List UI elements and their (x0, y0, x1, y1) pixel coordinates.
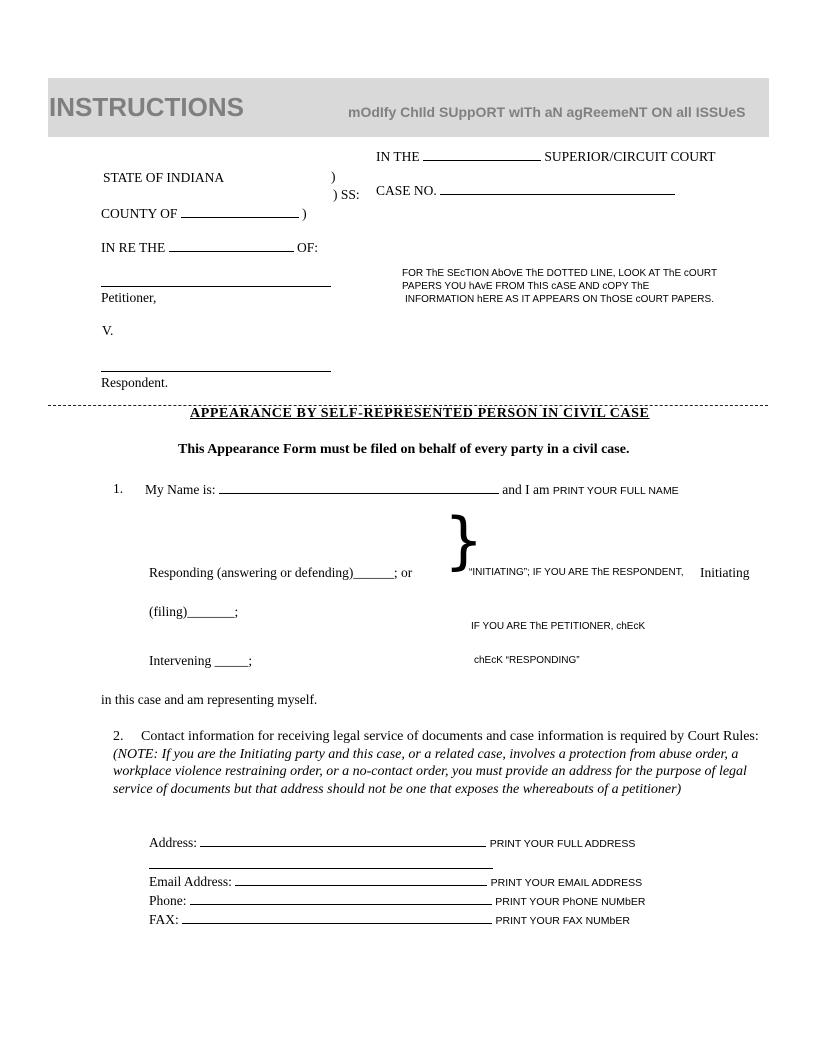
fax-label: FAX: (149, 912, 179, 927)
email-hint: PRINT YOUR EMAIL ADDRESS (490, 877, 643, 889)
address-blank[interactable] (200, 834, 486, 847)
petitioner-name-line[interactable] (101, 286, 331, 287)
court-type-label: SUPERIOR/CIRCUIT COURT (544, 149, 716, 164)
petitioner-check-note: IF YOU ARE ThE PETITIONER, chEcK (471, 621, 646, 632)
and-i-am-label: and I am (502, 482, 550, 497)
email-line (149, 873, 642, 890)
address-label: Address: (149, 835, 197, 850)
respondent-label: Respondent. (101, 375, 169, 390)
caption-instruction-line: INFORMATION hERE AS IT APPEARS ON ThOSE cOURT PAPERS. (405, 294, 714, 305)
initiating-note: “INITIATING”; IF YOU ARE ThE RESPONDENT, (469, 567, 684, 578)
case-number-blank[interactable] (440, 182, 675, 195)
phone-blank[interactable] (190, 892, 492, 905)
of-label: OF: (297, 240, 319, 255)
fax-line (149, 911, 630, 928)
phone-label: Phone: (149, 893, 187, 908)
respondent-name-line[interactable] (101, 371, 331, 372)
initiating-label: Initiating (700, 565, 750, 580)
in-the-label: IN THE (376, 149, 420, 164)
case-number-line (376, 182, 675, 199)
county-paren: ) (302, 206, 307, 221)
ss-label: ) SS: (333, 187, 360, 202)
court-line (376, 148, 715, 165)
fax-blank[interactable] (182, 911, 492, 924)
item-2-note: (NOTE: If you are the Initiating party and this case, or a related case, involves a protection from abuse order, a workplace violence restraining order, or a no-contact order, you must provide an address for the purpose of legal service of documents but that address should not be one that exposes the whereabouts of a petitioner) (113, 746, 747, 797)
print-full-name-hint: PRINT YOUR FULL NAME (552, 485, 679, 497)
email-blank[interactable] (235, 873, 487, 886)
state-paren: ) (331, 169, 336, 184)
check-responding-note: chEcK “RESPONDING” (474, 655, 580, 666)
fax-hint: PRINT YOUR FAX NUMbER (495, 915, 630, 927)
county-line (101, 205, 307, 222)
intervening-option[interactable]: Intervening _____; (149, 653, 253, 668)
email-label: Email Address: (149, 874, 232, 889)
my-name-label: My Name is: (145, 482, 216, 497)
address-line-2[interactable] (149, 868, 493, 869)
versus-label: V. (102, 323, 114, 338)
address-hint: PRINT YOUR FULL ADDRESS (489, 838, 636, 850)
matter-blank[interactable] (169, 239, 294, 252)
item-2-paragraph (113, 728, 773, 798)
item-2-text: Contact information for receiving legal service of documents and case information is required by Court Rules: (141, 729, 759, 744)
right-brace-icon: } (444, 504, 484, 577)
petitioner-label: Petitioner, (101, 290, 157, 305)
name-line (145, 481, 679, 498)
caption-instruction-line: FOR ThE SEcTION AbOvE ThE DOTTED LINE, LOOK AT ThE cOURT (402, 268, 718, 279)
county-of-label: COUNTY OF (101, 206, 178, 221)
state-label: STATE OF INDIANA (103, 170, 225, 185)
item-2-number: 2. (113, 729, 124, 744)
in-re-the-label: IN RE THE (101, 240, 166, 255)
court-county-blank[interactable] (423, 148, 541, 161)
item-1-number: 1. (113, 481, 124, 496)
caption-instruction-line: PAPERS YOU hAvE FROM ThIS cASE AND cOPY ThE (402, 281, 650, 292)
form-subtitle: This Appearance Form must be filed on behalf of every party in a civil case. (178, 442, 630, 457)
responding-option[interactable]: Responding (answering or defending)______; or (149, 565, 413, 580)
address-line (149, 834, 635, 851)
filing-option[interactable]: (filing)_______; (149, 604, 239, 619)
representing-myself-text: in this case and am representing myself. (101, 692, 318, 707)
in-re-line (101, 239, 318, 256)
full-name-blank[interactable] (219, 481, 499, 494)
banner-subtitle: mOdIfy ChIld SUppORT wITh aN agReemeNT ON all ISSUeS (348, 104, 746, 120)
form-title: APPEARANCE BY SELF-REPRESENTED PERSON IN CIVIL CASE (190, 406, 650, 421)
county-blank[interactable] (181, 205, 299, 218)
phone-line (149, 892, 645, 909)
case-no-label: CASE NO. (376, 183, 437, 198)
instructions-banner (48, 78, 769, 137)
banner-title: INSTRUCTIONS (49, 92, 244, 122)
phone-hint: PRINT YOUR PhONE NUMbER (495, 896, 646, 908)
